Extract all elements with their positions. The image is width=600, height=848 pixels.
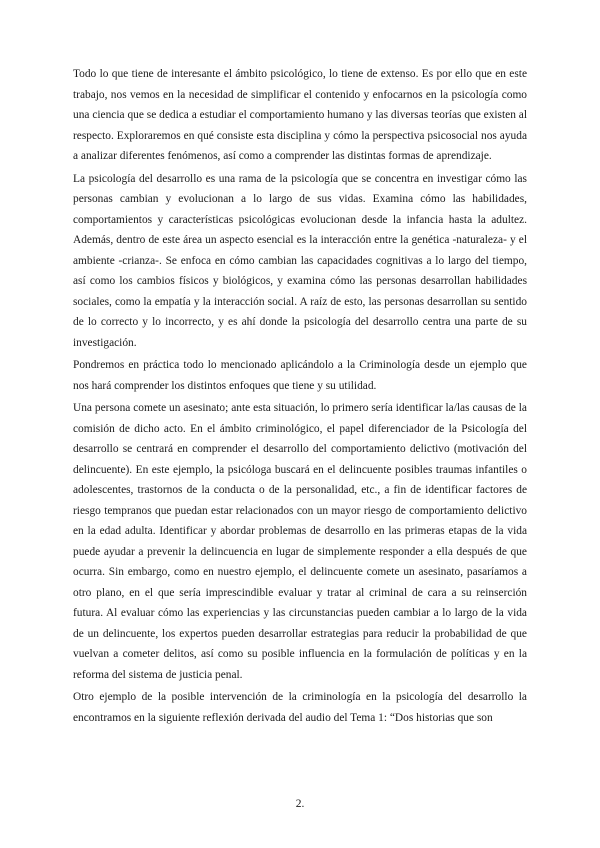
paragraph-intro: Todo lo que tiene de interesante el ámbito psicológico, lo tiene de extenso. Es por ello que en este trabajo, nos vemos en la necesidad de simplificar el contenido y enfocarnos en la psicología como una ciencia que se dedica a estudiar el comportamiento humano y las diversas teorías que existen al respecto. Exploraremos en qué consiste esta disciplina y cómo la perspectiva psicosocial nos ayuda a analizar diferentes fenómenos, así como a comprender las distintas formas de aprendizaje. xyxy=(73,68,527,162)
page-body xyxy=(73,64,527,730)
page-number: 2. xyxy=(295,798,305,810)
paragraph-criminology-application: Pondremos en práctica todo lo mencionado aplicándolo a la Criminología desde un ejemplo que nos hará comprender los distintos enfoques que tiene y su utilidad. xyxy=(73,359,527,392)
paragraph-murder-example: Una persona comete un asesinato; ante esta situación, lo primero sería identificar la/las causas de la comisión de dicho acto. En el ámbito criminológico, el papel diferenciador de la Psicología del desarrollo se centrará en comprender el desarrollo del comportamiento delictivo (motivación del delincuente). En este ejemplo, la psicóloga buscará en el delincuente posibles traumas infantiles o adolescentes, trastornos de la conducta o de la personalidad, etc., a fin de identificar factores de riesgo tempranos que puedan estar relacionados con un mayor riesgo de comportamiento delictivo en la edad adulta. Identificar y abordar problemas de desarrollo en las primeras etapas de la vida puede ayudar a prevenir la delincuencia en lugar de simplemente responder a ella después de que ocurra. Sin embargo, como en nuestro ejemplo, el delincuente comete un asesinato, pasaríamos a otro plano, en el que sería imprescindible evaluar y tratar al criminal de cara a su reinserción futura. Al evaluar cómo las experiencias y las circunstancias pueden cambiar a lo largo de la vida de un delincuente, los expertos pueden desarrollar estrategias para reducir la probabilidad de que vuelvan a cometer delitos, así como su posible influencia en la formulación de políticas y en la reforma del sistema de justicia penal. xyxy=(73,402,527,681)
paragraph-developmental-psychology: La psicología del desarrollo es una rama de la psicología que se concentra en investigar cómo las personas cambian y evolucionan a lo largo de sus vidas. Examina cómo las habilidades, comportamientos y características psicológicas evolucionan desde la infancia hasta la adultez. Además, dentro de este área un aspecto esencial es la interacción entre la genética -naturaleza- y el ambiente -crianza-. Se enfoca en cómo cambian las capacidades cognitivas a lo largo del tiempo, así como los cambios físicos y biológicos, y examina cómo las personas desarrollan habilidades sociales, como la empatía y la interacción social. A raíz de esto, las personas desarrollan su sentido de lo correcto y lo incorrecto, y es ahí donde la psicología del desarrollo centra una parte de su investigación. xyxy=(73,172,527,349)
paragraph-second-example: Otro ejemplo de la posible intervención de la criminología en la psicología del desarrollo la encontramos en la siguiente reflexión derivada del audio del Tema 1: “Dos historias que son xyxy=(73,691,527,724)
